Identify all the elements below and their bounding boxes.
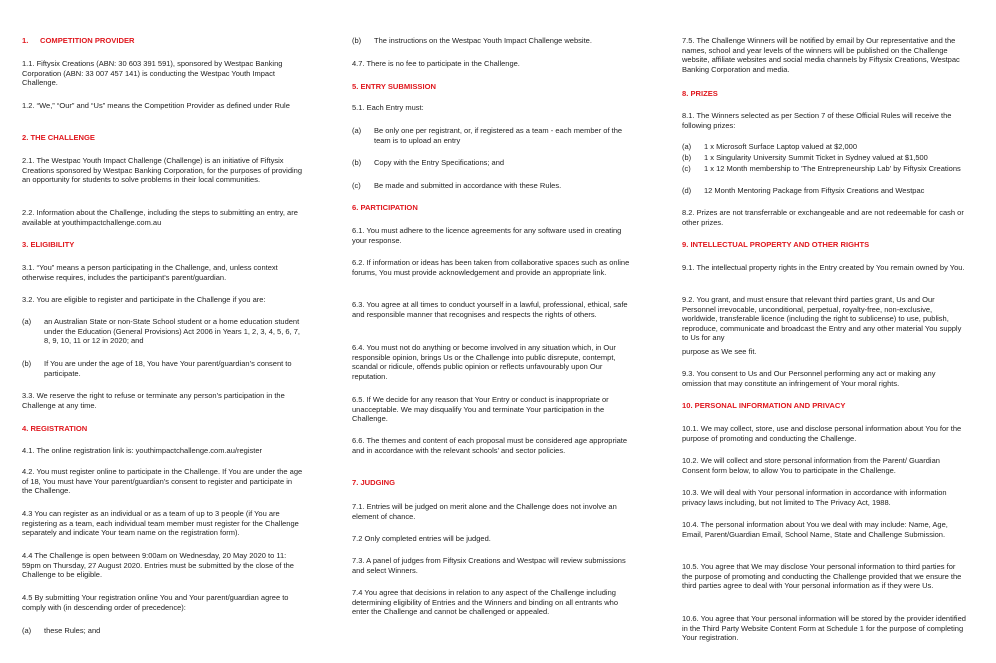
clause-10-2: 10.2. We will collect and store personal information from the Parent/ Guardian Consent form below, to allow You to participate in the Challenge. bbox=[682, 456, 940, 475]
clause-6-5: 6.5. If We decide for any reason that Your Entry or conduct is inappropriate or unacceptable. We may disqualify You and terminate Your participation in the Challenge. bbox=[352, 395, 609, 424]
list-text: The instructions on the Westpac Youth Impact Challenge website. bbox=[374, 36, 592, 45]
clause-1-1: 1.1. Fiftysix Creations (ABN: 30 603 391 591), sponsored by Westpac Banking Corporation (ABN: 33 007 457 141) is conducting the Westpac Youth Impact Challenge. bbox=[22, 59, 283, 88]
clause-3-2-b bbox=[22, 359, 304, 378]
section-6-heading: 6. PARTICIPATION bbox=[352, 203, 418, 212]
clause-5-1: 5.1. Each Entry must: bbox=[352, 103, 424, 112]
list-label: (a) bbox=[352, 126, 362, 135]
clause-10-3: 10.3. We will deal with Your personal information in accordance with information privacy laws including, but not limited to The Privacy Act, 1988. bbox=[682, 488, 947, 507]
clause-9-2: 9.2. You grant, and must ensure that relevant third parties grant, Us and Our Personnel irrevocable, unconditional, perpetual, royalty-free, non-exclusive, worldwide, transferable licence (including the right to sublicense) to use, publish, reproduce, communicate and broadcast the Entry and any other material You supply to Us for any bbox=[682, 295, 962, 343]
clause-1-2: 1.2. “We,” “Our” and “Us” means the Competition Provider as defined under Rule bbox=[22, 101, 290, 110]
clause-7-3: 7.3. A panel of judges from Fiftysix Creations and Westpac will review submissions and select Winners. bbox=[352, 556, 626, 575]
prize-item bbox=[682, 164, 966, 174]
section-3-heading: 3. ELIGIBILITY bbox=[22, 240, 75, 249]
list-text: Copy with the Entry Specifications; and bbox=[374, 158, 505, 167]
clause-3-2: 3.2. You are eligible to register and participate in the Challenge if you are: bbox=[22, 295, 266, 304]
clause-9-3: 9.3. You consent to Us and Our Personnel performing any act or making any omission that may constitute an infringement of Your moral rights. bbox=[682, 369, 936, 388]
list-text: an Australian State or non-State School student or a home education student under the Education (General Provisions) Act 2006 in Years 1, 2, 3, 4, 5, 6, 7, 8, 9, 10, 11 or 12 in 2020; and bbox=[44, 317, 300, 346]
clause-2-1: 2.1. The Westpac Youth Impact Challenge (Challenge) is an initiative of Fiftysix Creations sponsored by Westpac Banking Corporation, for the purposes of providing an opportunity for students to solve problems in their local communities. bbox=[22, 156, 303, 185]
list-text: 1 x 12 Month membership to 'The Entrepreneurship Lab' by Fiftysix Creations bbox=[704, 164, 961, 173]
clause-5-1-c bbox=[352, 181, 632, 191]
clause-10-1: 10.1. We may collect, store, use and disclose personal information about You for the purpose of promoting and conducting the Challenge. bbox=[682, 424, 962, 443]
clause-7-5: 7.5. The Challenge Winners will be notified by email by Our representative and the names, school and year levels of the winners will be published on the Challenge website, affiliate websites and social media channels by Fiftysix Creations, Westpac Banking Corporation and media. bbox=[682, 36, 960, 74]
clause-6-1: 6.1. You must adhere to the licence agreements for any software used in creating your response. bbox=[352, 226, 622, 245]
clause-8-1: 8.1. The Winners selected as per Section 7 of these Official Rules will receive the following prizes: bbox=[682, 111, 952, 130]
list-text: If You are under the age of 18, You have Your parent/guardian’s consent to participate. bbox=[44, 359, 292, 378]
list-label: (b) bbox=[22, 359, 32, 368]
list-label: (c) bbox=[352, 181, 361, 190]
clause-3-1: 3.1. “You” means a person participating in the Challenge, and, unless context otherwise requires, includes the participant’s parent/guardian. bbox=[22, 263, 278, 282]
list-text: 1 x Microsoft Surface Laptop valued at $2,000 bbox=[704, 142, 858, 151]
list-label: (a) bbox=[22, 317, 32, 326]
clause-4-2: 4.2. You must register online to participate in the Challenge. If You are under the age of 18, You must have Your parent/guardian’s consent to register and participate in the Challenge. bbox=[22, 467, 303, 496]
list-text: Be only one per registrant, or, if registered as a team - each member of the team is to upload an entry bbox=[374, 126, 623, 145]
clause-2-2: 2.2. Information about the Challenge, including the steps to submitting an entry, are available at youthimpactchallenge.com.au bbox=[22, 208, 298, 227]
list-label: (a) bbox=[682, 142, 692, 151]
prize-item bbox=[682, 153, 966, 163]
clause-7-2: 7.2 Only completed entries will be judged. bbox=[352, 534, 491, 543]
list-label: (c) bbox=[682, 164, 691, 173]
clause-9-1: 9.1. The intellectual property rights in the Entry created by You remain owned by You. bbox=[682, 263, 965, 272]
prize-item bbox=[682, 186, 966, 196]
section-1-heading bbox=[22, 36, 135, 46]
list-label: (b) bbox=[352, 158, 362, 167]
section-1-number: 1. bbox=[22, 36, 29, 45]
section-2-heading: 2. THE CHALLENGE bbox=[22, 133, 95, 142]
section-1-title: COMPETITION PROVIDER bbox=[40, 36, 135, 45]
prize-item bbox=[682, 142, 966, 152]
clause-9-2-end: purpose as We see fit. bbox=[682, 347, 757, 356]
section-10-heading: 10. PERSONAL INFORMATION AND PRIVACY bbox=[682, 401, 846, 410]
section-9-heading: 9. INTELLECTUAL PROPERTY AND OTHER RIGHTS bbox=[682, 240, 870, 249]
clause-6-6: 6.6. The themes and content of each proposal must be considered age appropriate and in accordance with the relevant schools’ and sector policies. bbox=[352, 436, 628, 455]
clause-10-5: 10.5. You agree that We may disclose Your personal information to third parties for the purpose of promoting and conducting the Challenge provided that we ensure the third parties agree to deal with Your personal information as if they were Us. bbox=[682, 562, 962, 591]
clause-4-5-b bbox=[352, 36, 632, 46]
list-label: (d) bbox=[682, 186, 692, 195]
clause-10-6: 10.6. You agree that Your personal information will be stored by the provider identified in the Third Party Website Content Form at Schedule 1 for the purpose of completing Your registration. bbox=[682, 614, 966, 643]
list-text: these Rules; and bbox=[44, 626, 101, 635]
clause-8-2: 8.2. Prizes are not transferrable or exchangeable and are not redeemable for cash or other prizes. bbox=[682, 208, 964, 227]
clause-4-3: 4.3 You can register as an individual or as a team of up to 3 people (if You are registering as a team, each individual team member must register for the Challenge separately and indicate Your team name on the registration form). bbox=[22, 509, 299, 538]
list-label: (a) bbox=[22, 626, 32, 635]
list-text: Be made and submitted in accordance with these Rules. bbox=[374, 181, 562, 190]
section-4-heading: 4. REGISTRATION bbox=[22, 424, 88, 433]
list-text: 12 Month Mentoring Package from Fiftysix Creations and Westpac bbox=[704, 186, 925, 195]
clause-4-7: 4.7. There is no fee to participate in the Challenge. bbox=[352, 59, 520, 68]
list-label: (b) bbox=[352, 36, 362, 45]
clause-7-1: 7.1. Entries will be judged on merit alone and the Challenge does not involve an element of chance. bbox=[352, 502, 617, 521]
clause-5-1-b bbox=[352, 158, 632, 168]
section-5-heading: 5. ENTRY SUBMISSION bbox=[352, 82, 436, 91]
clause-4-5: 4.5 By submitting Your registration online You and Your parent/guardian agree to comply with (in descending order of precedence): bbox=[22, 593, 289, 612]
clause-10-4: 10.4. The personal information about You we deal with may include: Name, Age, Email, Parent/Guardian Email, School Name, State and Challenge Submission. bbox=[682, 520, 948, 539]
clause-6-4: 6.4. You must not do anything or become involved in any situation which, in Our responsible opinion, brings Us or the Challenge into public disrepute, contempt, scandal or ridicule, offends public opinion or reflects unfavourably upon Our reputation. bbox=[352, 343, 616, 381]
list-text: 1 x Singularity University Summit Ticket in Sydney valued at $1,500 bbox=[704, 153, 928, 162]
section-7-heading: 7. JUDGING bbox=[352, 478, 396, 487]
clause-6-2: 6.2. If information or ideas has been taken from collaborative spaces such as online forums, You must provide acknowledgement and provide an appropriate link. bbox=[352, 258, 630, 277]
section-8-heading: 8. PRIZES bbox=[682, 89, 718, 98]
clause-5-1-a bbox=[352, 126, 632, 145]
clause-4-1: 4.1. The online registration link is: youthimpactchallenge.com.au/register bbox=[22, 446, 262, 455]
clause-3-2-a bbox=[22, 317, 304, 346]
list-label: (b) bbox=[682, 153, 692, 162]
clause-3-3: 3.3. We reserve the right to refuse or terminate any person’s participation in the Challenge at any time. bbox=[22, 391, 285, 410]
clause-6-3: 6.3. You agree at all times to conduct yourself in a lawful, professional, ethical, safe and responsible manner that recognises and respects the rights of others. bbox=[352, 300, 628, 319]
clause-4-4: 4.4 The Challenge is open between 9:00am on Wednesday, 20 May 2020 to 11: 59pm on Thursday, 27 August 2020. Entries must be submitted by the close of the Challenge to be eligible. bbox=[22, 551, 294, 580]
clause-4-5-a bbox=[22, 626, 304, 636]
clause-7-4: 7.4 You agree that decisions in relation to any aspect of the Challenge including determining eligibility of Entries and the Winners and binding on all entrants who enter the Challenge and cannot be challenged or appealed. bbox=[352, 588, 618, 617]
